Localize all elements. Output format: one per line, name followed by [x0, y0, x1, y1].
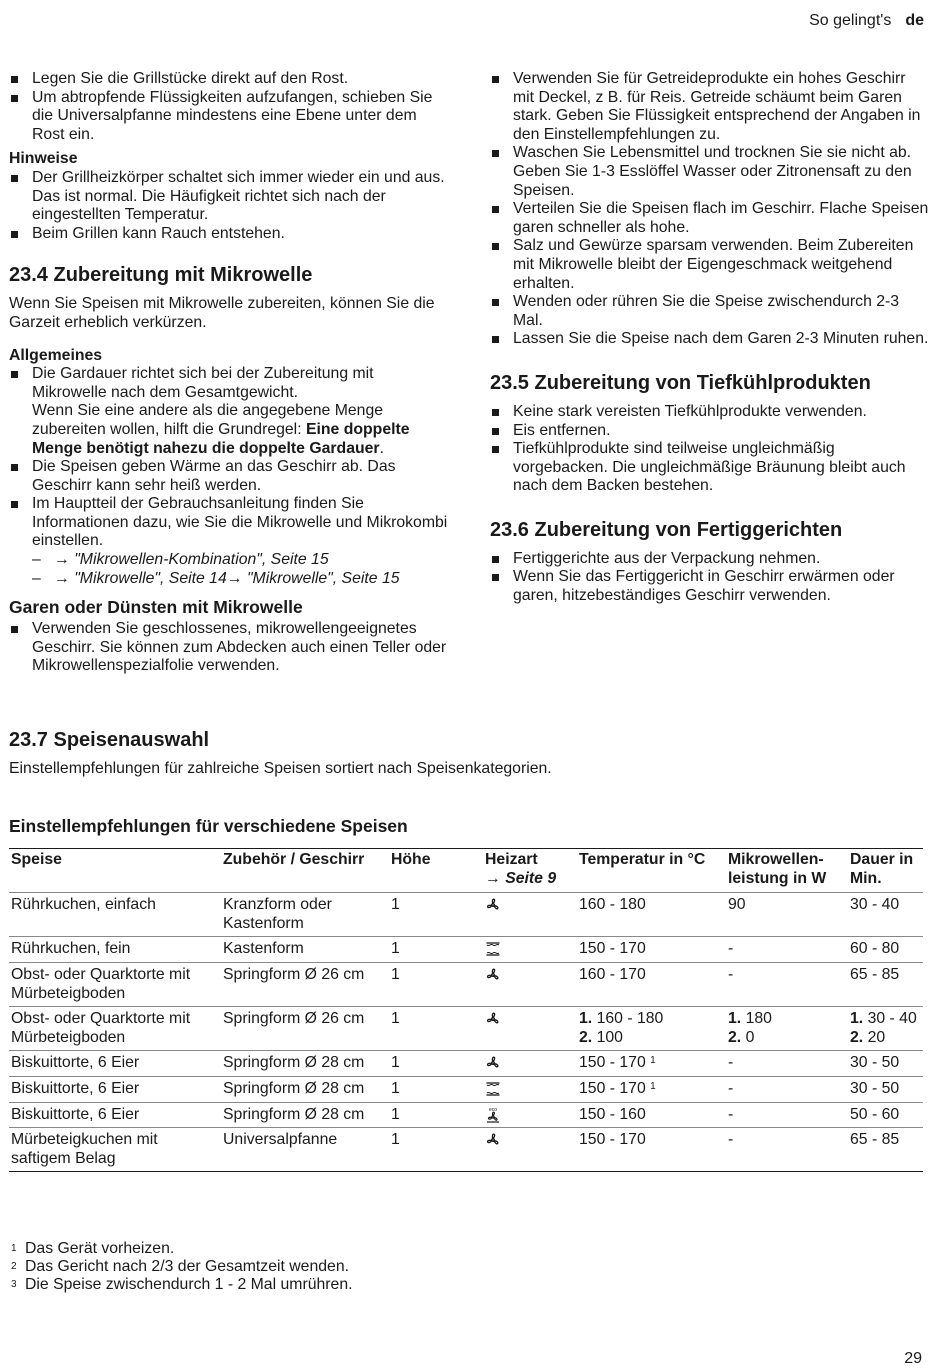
cell-heizart: [483, 893, 577, 937]
list-item: Wenden oder rühren Sie die Speise zwischendurch 2-3 Mal.: [490, 293, 930, 330]
th-temperatur: Temperatur in °C: [577, 849, 726, 893]
cell-temperatur: [577, 893, 726, 937]
step-number: 1.: [728, 1010, 742, 1028]
cell-mw-step2: 0: [745, 1028, 755, 1046]
cell-mikrowelle: [726, 893, 848, 937]
list-item: Wenn Sie das Fertiggericht in Geschirr erwärmen oder garen, hitzebeständiges Geschirr verwenden.: [490, 568, 930, 605]
list-item: Verteilen Sie die Speisen flach im Geschirr. Flache Speisen garen schneller als hohe.: [490, 200, 930, 237]
allg1-rule: Wenn Sie eine andere als die angegebene Menge zubereiten wollen, hilft die Grundregel:: [32, 402, 384, 438]
cell-temp: 150 - 170: [579, 1079, 646, 1097]
cell-dauer-wrap: [848, 1102, 923, 1128]
cell-mw: -: [728, 1131, 734, 1149]
list-item: Die Speisen geben Wärme an das Geschirr ab. Das Geschirr kann sehr heiß werden.: [9, 458, 449, 495]
footnote-text: Das Gericht nach 2/3 der Gesamtzeit wenden.: [25, 1258, 349, 1275]
table-header-row: [9, 849, 923, 893]
cell-temperatur: [577, 1128, 726, 1172]
cell-mw: -: [728, 965, 734, 983]
section-23-6-title: 23.6 Zubereitung von Fertiggerichten: [490, 518, 843, 541]
cell-heizart: [483, 1051, 577, 1077]
table-row: [9, 1076, 923, 1102]
top-bottom-heat-icon: [485, 1080, 501, 1097]
cell-zubehoer: Kastenform: [221, 937, 389, 963]
step-number: 1.: [579, 1010, 593, 1028]
garen-list: [9, 620, 449, 676]
cell-zubehoer: Springform Ø 28 cm: [221, 1076, 389, 1102]
step-number: 2.: [850, 1028, 864, 1046]
ref-link[interactable]: "Mikrowelle", Seite 15: [246, 569, 400, 587]
list-item: Beim Grillen kann Rauch entstehen.: [9, 225, 449, 244]
footnote-ref: 1: [650, 1080, 656, 1092]
section-23-7-title: 23.7 Speisenauswahl: [9, 729, 210, 751]
cell-temp: 150 - 170: [579, 1131, 646, 1149]
cell-dauer: 65 - 85: [850, 1131, 900, 1149]
allg1-text: Die Gardauer richtet sich bei der Zubereitung mit Mikrowelle nach dem Gesamtgewicht.: [32, 365, 374, 401]
allgemeines-heading: Allgemeines: [9, 346, 103, 364]
reference-item: [32, 551, 449, 570]
cell-mw-step1: 180: [745, 1010, 772, 1028]
th-hoehe: Höhe: [389, 849, 483, 893]
section-23-5-title: 23.5 Zubereitung von Tiefkühlprodukten: [490, 371, 871, 394]
arrow-right-icon: →: [54, 551, 75, 569]
cell-hoehe: 1: [389, 893, 483, 937]
list-item: Eis entfernen.: [490, 422, 930, 441]
cell-zubehoer: Springform Ø 28 cm: [221, 1051, 389, 1077]
cell-mw: -: [728, 940, 734, 958]
running-header: [809, 12, 924, 30]
cell-mikrowelle: [726, 937, 848, 963]
cell-dauer-wrap: [848, 1051, 923, 1077]
th-zubehoer: Zubehör / Geschirr: [221, 849, 389, 893]
th-dauer: Dauer in Min.: [848, 849, 923, 893]
top-bottom-heat-icon: [485, 940, 501, 957]
cell-heizart: [483, 962, 577, 1006]
list-item: [9, 365, 449, 458]
cell-temp: 150 - 160: [579, 1105, 646, 1123]
hinweise-heading: Hinweise: [9, 150, 78, 168]
cell-hoehe: 1: [389, 962, 483, 1006]
cell-dauer-wrap: [848, 1128, 923, 1172]
header-lang: de: [905, 12, 924, 29]
cell-dauer: 60 - 80: [850, 940, 900, 958]
ref-link[interactable]: "Mikrowelle", Seite 14: [74, 569, 227, 587]
cell-temperatur: [577, 1102, 726, 1128]
cell-dauer-wrap: [848, 893, 923, 937]
cell-hoehe: 1: [389, 1051, 483, 1077]
th-heizart-label: Heizart: [485, 851, 538, 868]
cell-hoehe: 1: [389, 937, 483, 963]
arrow-right-icon: →: [485, 869, 506, 887]
footnote: [9, 1240, 353, 1258]
footnote-number: 3: [11, 1279, 17, 1290]
hinweise-list: [9, 169, 449, 243]
cell-mw: -: [728, 1079, 734, 1097]
cell-speise: Obst- oder Quarktorte mit Mürbeteigboden: [9, 1007, 221, 1051]
cell-zubehoer: Kranzform oder Kastenform: [221, 893, 389, 937]
section-23-5-list: [490, 403, 930, 496]
list-item: Verwenden Sie geschlossenes, mikrowellengeeignetes Geschirr. Sie können zum Abdecken auch einen Teller oder Mikrowellenspezialfolie verwenden.: [9, 620, 449, 676]
footnote: [9, 1276, 353, 1294]
footnotes: [9, 1240, 353, 1294]
hot-air-icon: [485, 966, 501, 983]
cell-dauer-wrap: [848, 937, 923, 963]
cell-heizart: [483, 1007, 577, 1051]
cell-dauer-step1: 30 - 40: [867, 1010, 917, 1028]
section-23-7-intro: Einstellempfehlungen für zahlreiche Speisen sortiert nach Speisenkategorien.: [9, 760, 552, 777]
cell-speise: Biskuittorte, 6 Eier: [9, 1051, 221, 1077]
list-item: Waschen Sie Lebensmittel und trocknen Sie sie nicht ab. Geben Sie 1-3 Esslöffel Wasser oder Zitronensaft zu den Speisen.: [490, 144, 930, 200]
cell-temp: 160 - 170: [579, 965, 646, 983]
table-title: Einstellempfehlungen für verschiedene Speisen: [9, 816, 408, 836]
reference-item: [32, 570, 449, 589]
cell-dauer: 30 - 50: [850, 1054, 900, 1072]
list-item: Legen Sie die Grillstücke direkt auf den Rost.: [9, 70, 449, 89]
cell-mikrowelle: [726, 1076, 848, 1102]
cell-speise: Rührkuchen, fein: [9, 937, 221, 963]
cell-speise: Obst- oder Quarktorte mit Mürbeteigboden: [9, 962, 221, 1006]
allg1-end: .: [379, 439, 384, 457]
hot-air-icon: [485, 896, 501, 913]
list-item: Lassen Sie die Speise nach dem Garen 2-3 Minuten ruhen.: [490, 330, 930, 349]
footnote-ref: 1: [650, 1055, 656, 1067]
arrow-right-icon: →: [226, 569, 247, 587]
table-row: [9, 1128, 923, 1172]
th-speise: Speise: [9, 849, 221, 893]
reference-list: [32, 551, 449, 588]
cell-temp-step2: 100: [596, 1028, 623, 1046]
cell-temp-step1: 160 - 180: [596, 1010, 664, 1028]
section-23-6-list: [490, 550, 930, 606]
cell-temperatur: [577, 1007, 726, 1051]
cell-dauer: 50 - 60: [850, 1105, 900, 1123]
cell-speise: Biskuittorte, 6 Eier: [9, 1076, 221, 1102]
allgemeines-list: [9, 365, 449, 588]
cell-zubehoer: Springform Ø 26 cm: [221, 962, 389, 1006]
cell-dauer-step2: 20: [867, 1028, 886, 1046]
hot-air-icon: [485, 1010, 501, 1027]
cell-mikrowelle: [726, 962, 848, 1006]
list-item: [9, 495, 449, 588]
list-item: Salz und Gewürze sparsam verwenden. Beim Zubereiten mit Mikrowelle bleibt der Eigengeschmack weitgehend erhalten.: [490, 237, 930, 293]
cell-mw: 90: [728, 896, 746, 914]
cell-dauer: 65 - 85: [850, 965, 900, 983]
footnote-text: Das Gerät vorheizen.: [25, 1240, 175, 1257]
cell-hoehe: 1: [389, 1128, 483, 1172]
cell-temp: 150 - 170: [579, 1054, 646, 1072]
cell-dauer-wrap: [848, 1007, 923, 1051]
cell-mw: -: [728, 1054, 734, 1072]
footnote-number: 1: [11, 1243, 17, 1254]
footnote: [9, 1258, 353, 1276]
list-item: Tiefkühlprodukte sind teilweise ungleichmäßig vorgebacken. Die ungleichmäßige Bräunung bleibt auch nach dem Backen bestehen.: [490, 440, 930, 496]
step-number: 2.: [728, 1028, 742, 1046]
cell-mikrowelle: [726, 1007, 848, 1051]
table-row: [9, 893, 923, 937]
garen-heading: Garen oder Dünsten mit Mikrowelle: [9, 597, 303, 618]
heizart-ref-link[interactable]: Seite 9: [505, 869, 557, 887]
cell-temp: 150 - 170: [579, 940, 646, 958]
section-23-7: [9, 728, 929, 779]
cell-zubehoer: Springform Ø 28 cm: [221, 1102, 389, 1128]
microwave-tips-list: [490, 70, 930, 349]
grill-tips-list: [9, 70, 449, 144]
table-row: [9, 937, 923, 963]
cell-hoehe: 1: [389, 1076, 483, 1102]
table-row: [9, 1007, 923, 1051]
header-section: So gelingt's: [809, 12, 892, 29]
cell-temp: 160 - 180: [579, 896, 646, 914]
cell-speise: Mürbeteigkuchen mit saftigem Belag: [9, 1128, 221, 1172]
allg1-bold: Eine doppelte Menge benötigt nahezu die doppelte Gardauer: [32, 420, 410, 457]
section-23-4-intro: Wenn Sie Speisen mit Mikrowelle zubereiten, können Sie die Garzeit erheblich verkürzen.: [9, 295, 435, 331]
cell-heizart: [483, 1102, 577, 1128]
list-item: Fertiggerichte aus der Verpackung nehmen.: [490, 550, 930, 569]
list-item: Keine stark vereisten Tiefkühlprodukte verwenden.: [490, 403, 930, 422]
cell-dauer-wrap: [848, 1076, 923, 1102]
step-number: 2.: [579, 1028, 593, 1046]
footnote-number: 2: [11, 1261, 17, 1272]
page-number: 29: [904, 1350, 922, 1367]
cell-speise: Rührkuchen, einfach: [9, 893, 221, 937]
right-column: [490, 70, 930, 606]
cell-dauer-wrap: [848, 962, 923, 1006]
cell-mw: -: [728, 1105, 734, 1123]
cell-temperatur: [577, 962, 726, 1006]
section-23-4-title: 23.4 Zubereitung mit Mikrowelle: [9, 264, 313, 287]
footnote-text: Die Speise zwischendurch 1 - 2 Mal umrühren.: [25, 1276, 353, 1293]
th-mikrowelle: Mikrowellen-leistung in W: [726, 849, 848, 893]
cell-temperatur: [577, 937, 726, 963]
list-item: Um abtropfende Flüssigkeiten aufzufangen, schieben Sie die Universalpfanne mindestens eine Ebene unter dem Rost ein.: [9, 89, 449, 145]
cell-dauer: 30 - 50: [850, 1079, 900, 1097]
eco-hot-air-icon: [485, 1106, 501, 1123]
cell-heizart: [483, 1128, 577, 1172]
cell-temperatur: [577, 1051, 726, 1077]
hot-air-icon: [485, 1131, 501, 1148]
list-item: Verwenden Sie für Getreideprodukte ein hohes Geschirr mit Deckel, z B. für Reis. Getreide schäumt beim Garen stark. Geben Sie Flüssigkeit entsprechend der Angaben in den Einstellempfehlungen zu.: [490, 70, 930, 144]
cell-hoehe: 1: [389, 1007, 483, 1051]
left-column: [9, 70, 449, 676]
svg-text:eco: eco: [488, 1106, 498, 1113]
cell-mikrowelle: [726, 1102, 848, 1128]
table-row: [9, 1051, 923, 1077]
th-heizart: [483, 849, 577, 893]
cell-heizart: [483, 1076, 577, 1102]
cell-heizart: [483, 937, 577, 963]
hot-air-icon: [485, 1054, 501, 1071]
cell-speise: Biskuittorte, 6 Eier: [9, 1102, 221, 1128]
table-row: [9, 962, 923, 1006]
cell-mikrowelle: [726, 1128, 848, 1172]
list-item: Der Grillheizkörper schaltet sich immer wieder ein und aus. Das ist normal. Die Häufigkeit richtet sich nach der eingestellten Temperatur.: [9, 169, 449, 225]
allg3-text: Im Hauptteil der Gebrauchsanleitung finden Sie Informationen dazu, wie Sie die Mikrowelle und Mikrokombi einstellen.: [32, 495, 448, 550]
ref-link[interactable]: "Mikrowellen-Kombination", Seite 15: [74, 551, 329, 569]
cell-dauer: 30 - 40: [850, 896, 900, 914]
cell-hoehe: 1: [389, 1102, 483, 1128]
arrow-right-icon: →: [54, 569, 75, 587]
cell-temperatur: [577, 1076, 726, 1102]
cell-mikrowelle: [726, 1051, 848, 1077]
table-row: [9, 1102, 923, 1128]
step-number: 1.: [850, 1010, 864, 1028]
cell-zubehoer: Springform Ø 26 cm: [221, 1007, 389, 1051]
recommendations-table: [9, 848, 923, 1172]
cell-zubehoer: Universalpfanne: [221, 1128, 389, 1172]
